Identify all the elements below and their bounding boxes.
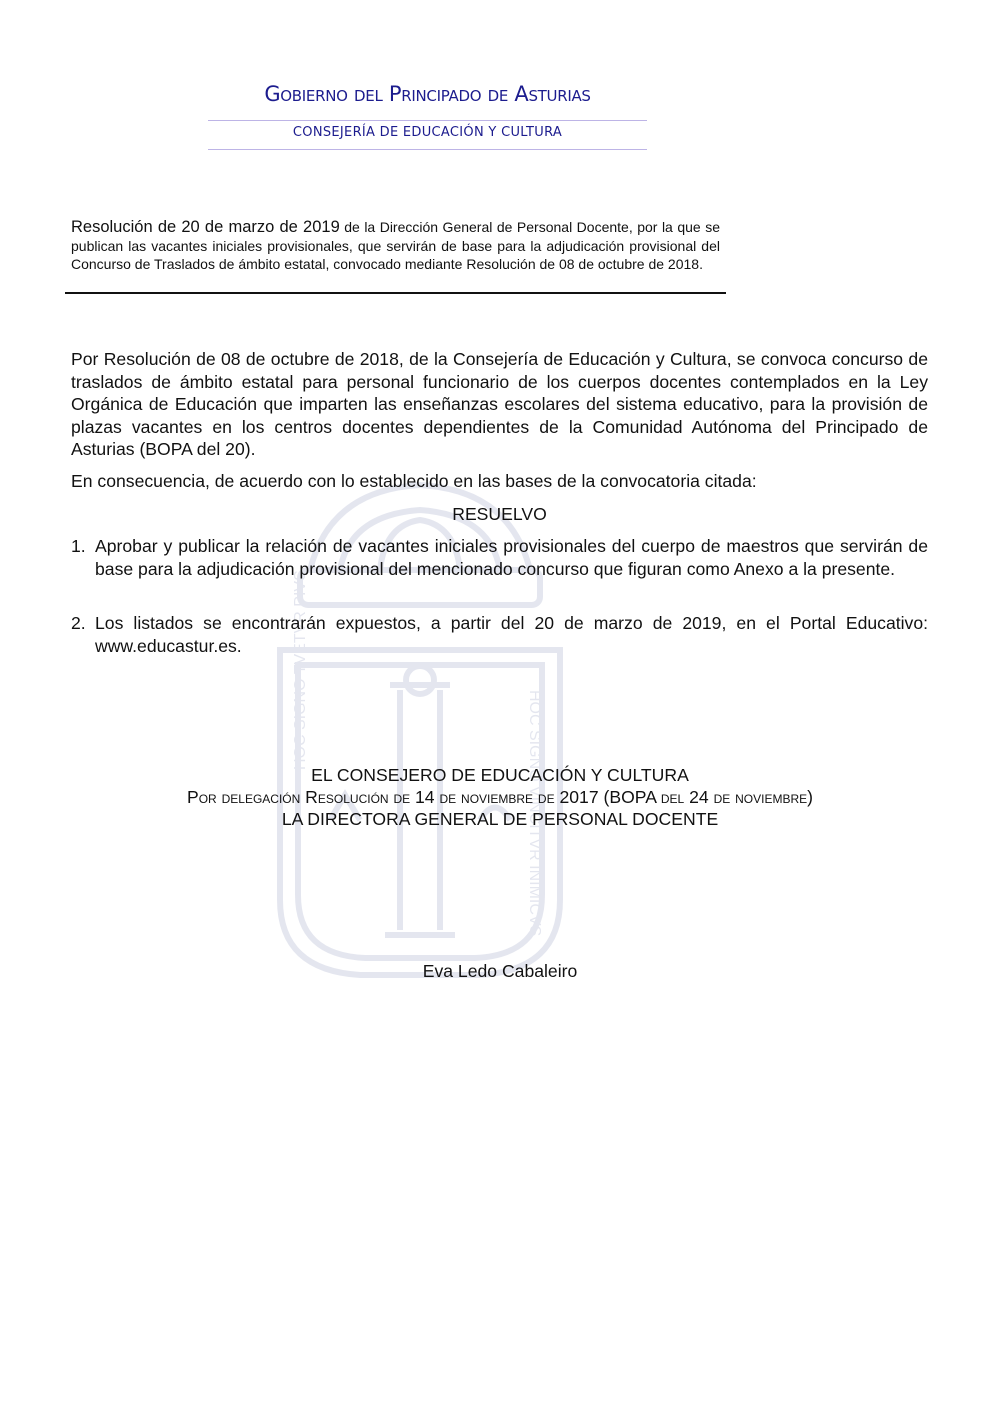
government-title: Gobierno del Principado de Asturias <box>264 82 591 106</box>
paragraph-1: Por Resolución de 08 de octubre de 2018, de la Consejería de Educación y Cultura, se convoca concurso de traslados de ámbito estatal para personal funcionario de los cuerpos docentes contemplados en la Ley Orgánica de Educación que imparten las enseñanzas escolares del sistema educativo, para la provisión de plazas vacantes en los centros docentes dependientes de la Comunidad Autónoma del Principado de Asturias (BOPA del 20). <box>71 349 928 459</box>
department-subtitle: CONSEJERÍA DE EDUCACIÓN Y CULTURA <box>292 125 563 140</box>
list-item-number: 2. <box>71 613 86 633</box>
list-item-text: Los listados se encontrarán expuestos, a partir del 20 de marzo de 2019, en el Portal Educativo: www.educastur.es. <box>95 613 928 656</box>
resolution-heading-rest: de la Dirección General de Personal Docente, por la que se publican las vacantes iniciales provisionales, que servirán de base para la adjudicación provisional del Concurso de Traslados de ámbito estatal, convocado mediante Resolución de 08 de octubre de 2018. <box>71 219 720 272</box>
list-item <box>71 535 928 580</box>
list-item <box>71 612 928 657</box>
paragraph-2: En consecuencia, de acuerdo con lo establecido en las bases de la convocatoria citada: <box>71 471 757 491</box>
signature-title: EL CONSEJERO DE EDUCACIÓN Y CULTURA <box>311 765 689 785</box>
resuelvo-heading: RESUELVO <box>452 504 547 524</box>
list-item-number: 1. <box>71 536 86 556</box>
watermark-left-motto: HOC SIGNO TVETVR PIVS <box>292 570 309 770</box>
watermark-right-motto: HOC SIGNO VINCITVR INIMICVS <box>526 690 543 937</box>
header-divider-top <box>208 120 647 121</box>
resolution-heading <box>71 218 720 274</box>
list-item-text: Aprobar y publicar la relación de vacantes iniciales provisionales del cuerpo de maestros que servirán de base para la adjudicación provisional del mencionado concurso que figuran como Anexo a la presente. <box>95 536 928 579</box>
heading-underline <box>65 292 726 294</box>
signature-delegation: Por delegación Resolución de 14 de noviembre de 2017 (BOPA del 24 de noviembre) <box>186 787 813 807</box>
signatory-name: Eva Ledo Cabaleiro <box>422 961 578 981</box>
signature-role: LA DIRECTORA GENERAL DE PERSONAL DOCENTE <box>281 809 719 829</box>
header-divider-bottom <box>208 149 647 150</box>
resolution-heading-lead: Resolución de 20 de marzo de 2019 <box>71 218 340 236</box>
